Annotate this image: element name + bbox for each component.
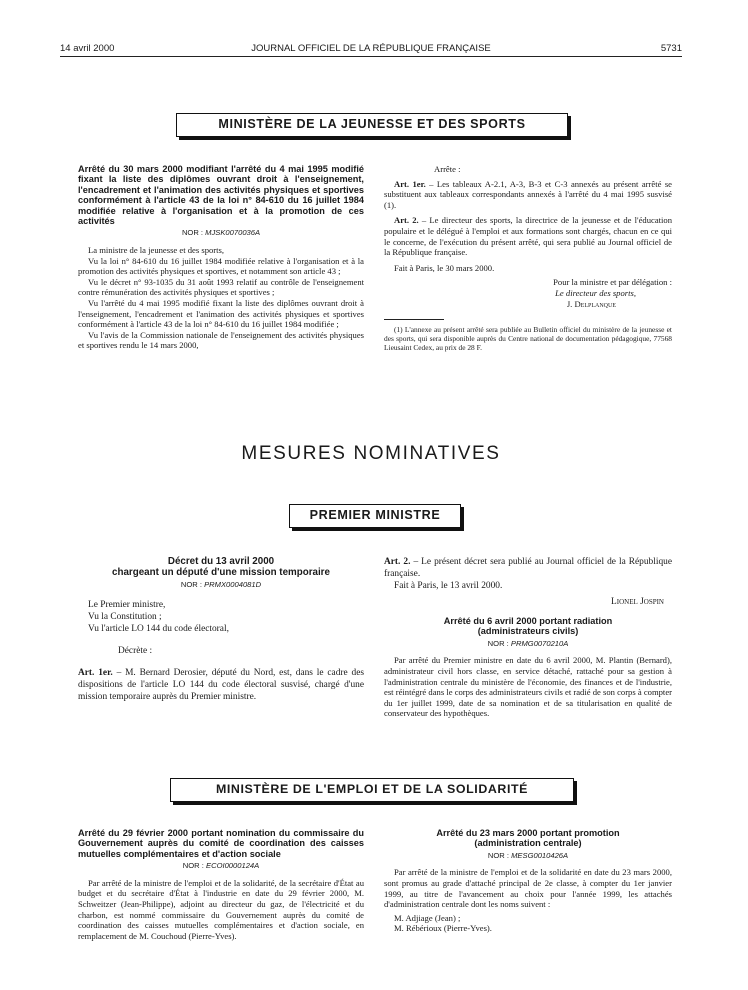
footnote: (1) L'annexe au présent arrêté sera publiée au Bulletin officiel du ministère de la jeunesse et des sports, qui sera disponible auprès du Centre national de documentation pédagogique, 77568 Lieusaint Cedex, au prix de 28 F. [384,325,672,352]
signature-role: Le directeur des sports, [555,287,636,298]
fait-line: Fait à Paris, le 13 avril 2000. [394,581,503,591]
nor-line [384,639,672,650]
signature-name: J. Delplanque [566,298,616,309]
section3-right-column [384,828,672,934]
decret-title-1: Décret du 13 avril 2000 [167,556,275,567]
section3-left-column [78,828,364,941]
mesures-nominatives-heading: MESURES NOMINATIVES [241,443,501,464]
nor-line [78,861,364,872]
nor-code: MESG0010426A [511,850,569,860]
signature-line-2 [384,288,672,299]
nor-code: PRMG0070210A [510,638,569,648]
section2-right-column [384,556,672,719]
nor-line [78,228,364,239]
ministry-box-premier-ministre [289,504,461,528]
list-item: M. Adjiage (Jean) ; [394,912,461,923]
paragraph: Vu le décret n° 93-1035 du 31 août 1993 relatif au contrôle de l'enseignement contre rémunération des activités physiques et sportives ; [78,276,364,298]
signature-line-1: Pour la ministre et par délégation : [553,277,672,288]
running-head [60,43,682,57]
arrete-title: Arrêté du 30 mars 2000 modifiant l'arrêté du 4 mai 1995 modifié fixant la liste des diplômes ouvrant droit à l'enseignement, l'encadrement et l'animation des activités physiques et sportives conformément à l'article 43 de la loi n° 84-610 du 16 juillet 1984 modifiée relative à l'organisation et à la promotion de ces activités [78,164,364,227]
nor-label: NOR : [487,850,509,860]
issue-date: 14 avril 2000 [60,43,115,54]
article-text: – M. Bernard Derosier, député du Nord, est, dans le cadre des dispositions de l'article LO 144 du code électoral susvisé, chargé d'une mission temporaire auprès du Premier ministre. [78,667,365,702]
section1-right-column [384,164,672,353]
article-label: Art. 2. [394,215,419,226]
list-item: M. Rébérioux (Pierre-Yves). [394,923,492,934]
decret-title-2: chargeant un député d'une mission temporaire [112,567,330,578]
article-label: Art. 1er. [394,178,426,189]
journal-title: JOURNAL OFFICIEL DE LA RÉPUBLIQUE FRANÇAISE [251,43,491,54]
visa-line: Le Premier ministre, [88,599,166,610]
article-text: – Les tableaux A-2.1, A-3, B-3 et C-3 annexés au présent arrêté se substituent aux tableaux correspondants annexés à l'arrêté du 4 mai 1995 susvisé (1). [384,178,672,210]
visa-line: Vu la Constitution ; [88,611,162,622]
decrete-keyword: Décrète : [118,645,153,656]
page-number: 5731 [660,43,682,54]
fait-line: Fait à Paris, le 30 mars 2000. [394,262,495,273]
arrete-title-1: Arrêté du 23 mars 2000 portant promotion [436,828,620,838]
nor-code: ECOI0000124A [206,861,260,871]
ministry-box-jeunesse-sports [176,113,568,137]
signature-name: Lionel Jospin [611,597,664,607]
article-text: – Le directeur des sports, la directrice de la jeunesse et de l'éducation populaire et le délégué à l'emploi et aux formations sont chargés, chacun en ce qui le concerne, de l'exécution du présent arrêté, qui sera publié au Journal officiel de la République française. [384,215,673,258]
nor-code: PRMX0004081D [204,580,262,589]
nor-label: NOR : [180,580,202,589]
article-text: – Le présent décret sera publié au Journal officiel de la République française. [384,557,672,579]
arrete-title-1: Arrêté du 6 avril 2000 portant radiation [443,616,613,626]
nor-label: NOR : [182,861,204,871]
arrete-title-2: (administration centrale) [474,838,582,849]
nor-line [384,851,672,862]
paragraph: Par arrêté de la ministre de l'emploi et de la solidarité en date du 23 mars 2000, sont promus au grade d'attaché principal de 2e classe, à compter du 1er janvier 1999, au titre de l'avancement au choix pour l'année 1999, les attachés d'administration centrale dont les noms suivent : [384,867,672,910]
paragraph: Par arrêté de la ministre de l'emploi et de la solidarité, de la secrétaire d'État au budget et du secrétaire d'État à l'industrie en date du 29 février 2000, M. Schweitzer (Jean-Philippe), adjoint au directeur du gaz, de l'électricité et du charbon, est nommé commissaire du Gouvernement auprès du comité de coordination des caisses mutuelles complémentaires et d'action sociale, en remplacement de M. Couchoud (Pierre-Yves). [78,877,364,941]
ministry-title: MINISTÈRE DE L'EMPLOI ET DE LA SOLIDARITÉ [215,782,529,796]
paragraph: Par arrêté du Premier ministre en date du 6 avril 2000, M. Plantin (Bernard), administrateur civil hors classe, en service détaché, rattaché pour sa gestion à l'administration centrale du ministère de l'économie, des finances et de l'industrie, est réintégré dans le corps des administrateurs civils et radié de son corps à compter du 1er juillet 1999, date de sa nomination et de sa titularisation en qualité de conservateur des hypothèques. [384,655,672,719]
arrete-keyword: Arrête : [434,164,461,174]
section2-left-column [78,556,364,703]
article-1 [78,667,364,703]
visa-line: Vu l'article LO 144 du code électoral, [88,623,229,634]
article-1 [384,179,672,211]
arrete-title-2: (administrateurs civils) [477,626,579,637]
footnote-rule [384,319,444,320]
paragraph: Vu l'avis de la Commission nationale de l'enseignement des activités physiques et sportives rendu le 14 mars 2000, [78,329,364,351]
nor-line [78,580,364,591]
paragraph: Vu l'arrêté du 4 mai 1995 modifié fixant la liste des diplômes ouvrant droit à l'enseignement, l'encadrement et l'animation des activités physiques et sportives conformément à l'article 43 de la loi n° 84-610 du 16 juillet 1984 modifiée ; [78,298,364,330]
paragraph: La ministre de la jeunesse et des sports, [88,245,225,256]
article-label: Art. 2. [384,557,411,567]
article-2 [384,556,672,580]
nor-label: NOR : [181,228,204,238]
ministry-title: PREMIER MINISTRE [309,508,441,522]
section1-left-column [78,164,364,351]
ministry-title: MINISTÈRE DE LA JEUNESSE ET DES SPORTS [218,117,526,131]
nor-label: NOR : [487,638,509,648]
paragraph: Vu la loi n° 84-610 du 16 juillet 1984 modifiée relative à l'organisation et à la promotion des activités physiques et sportives, et notamment son article 43 ; [78,255,364,277]
nor-code: MJSK0070036A [205,228,261,238]
article-2 [384,215,672,257]
arrete-title: Arrêté du 29 février 2000 portant nomination du commissaire du Gouvernement auprès du comité de coordination des caisses mutuelles complémentaires et d'action sociale [78,828,364,859]
ministry-box-emploi-solidarite [170,778,574,802]
article-label: Art. 1er. [78,667,113,678]
